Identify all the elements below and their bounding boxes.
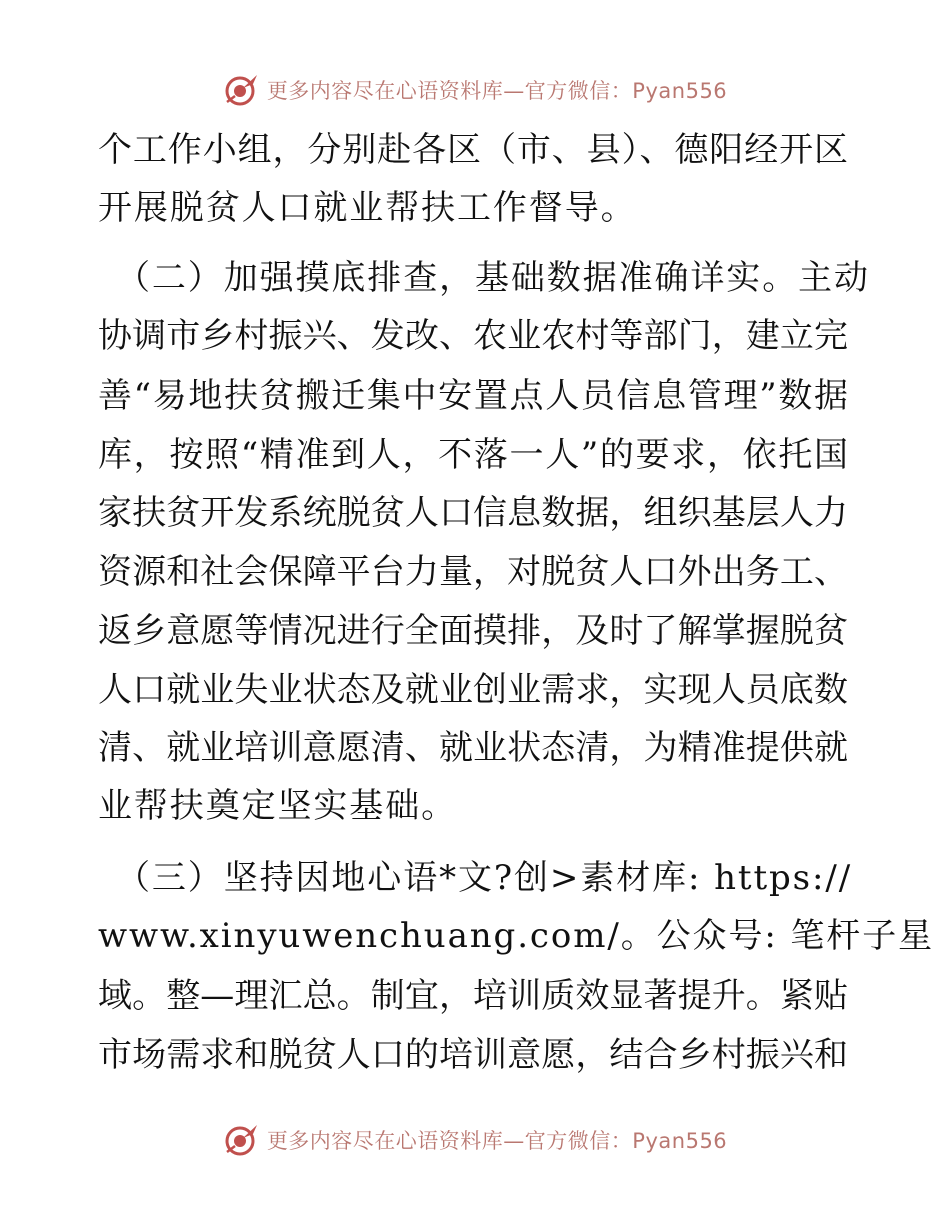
- body-line: 市场需求和脱贫人口的培训意愿，结合乡村振兴和: [98, 1035, 848, 1075]
- watermark-text: 更多内容尽在心语资料库—官方微信：Pyan556: [266, 79, 728, 103]
- watermark-header: [0, 70, 950, 110]
- body-line: 个工作小组，分别赴各区（市、县）、德阳经开区: [98, 130, 848, 170]
- quill-logo-icon: [223, 1122, 261, 1158]
- body-line: 业帮扶奠定坚实基础。: [98, 786, 457, 826]
- watermark-text: 更多内容尽在心语资料库—官方微信：Pyan556: [266, 1129, 728, 1153]
- section-heading-line: （二）加强摸底排查，基础数据准确详实。主动: [116, 258, 870, 298]
- body-line: 清、就业培训意愿清、就业状态清，为精准提供就: [98, 728, 848, 768]
- body-line: 资源和社会保障平台力量，对脱贫人口外出务工、: [98, 552, 848, 592]
- quill-logo-icon: [223, 72, 261, 108]
- body-line: 家扶贫开发系统脱贫人口信息数据，组织基层人力: [98, 493, 848, 533]
- body-line: 开展脱贫人口就业帮扶工作督导。: [98, 188, 637, 228]
- body-line: 返乡意愿等情况进行全面摸排，及时了解掌握脱贫: [98, 611, 848, 651]
- body-line: www.xinyuwenchuang.com/。公众号: 笔杆子星: [98, 916, 934, 956]
- body-line: 库，按照“精准到人，不落一人”的要求，依托国: [98, 435, 848, 475]
- watermark-footer: [0, 1120, 950, 1160]
- body-line: 域。整—理汇总。制宜，培训质效显著提升。紧贴: [98, 976, 848, 1016]
- body-line: 人口就业失业状态及就业创业需求，实现人员底数: [98, 670, 848, 710]
- body-line: 协调市乡村振兴、发改、农业农村等部门，建立完: [98, 316, 848, 356]
- body-line: 善“易地扶贫搬迁集中安置点人员信息管理”数据: [98, 376, 848, 416]
- section-heading-line: （三）坚持因地心语*文?创>素材库: https://: [116, 858, 853, 898]
